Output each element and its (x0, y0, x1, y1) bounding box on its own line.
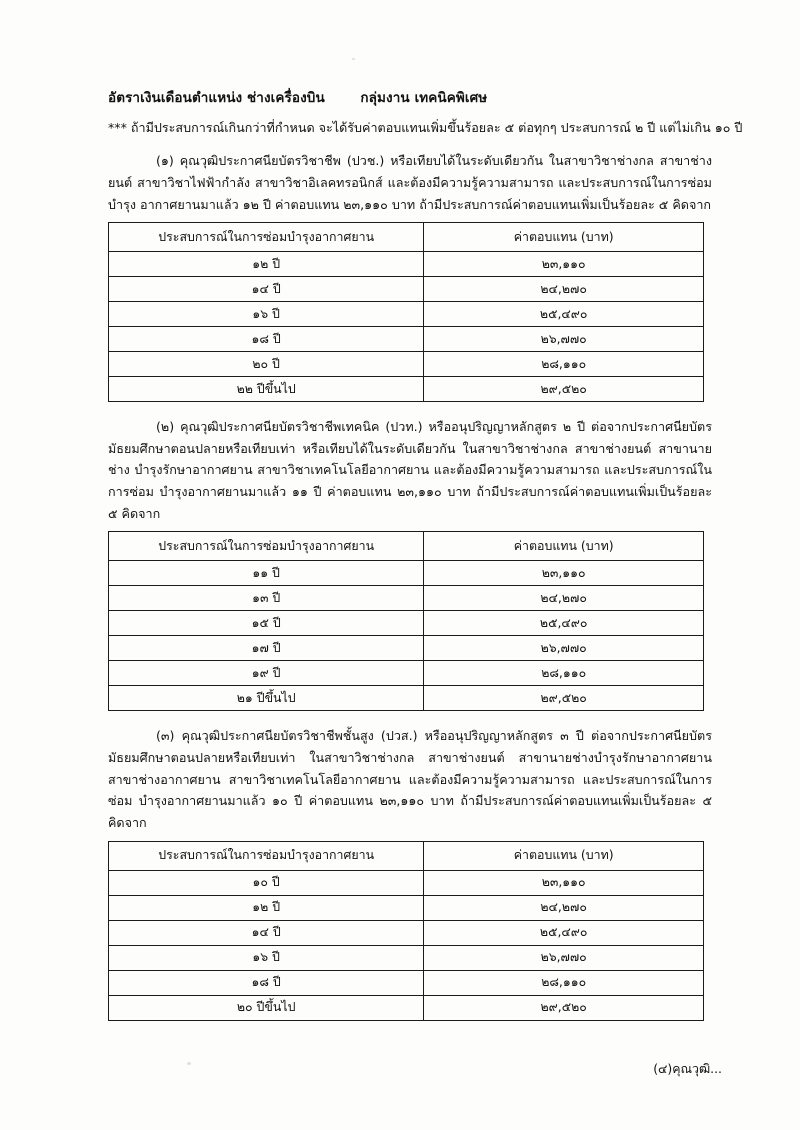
section-2-line-3: บำรุงรักษาอากาศยาน สาขาวิชาเทคโนโลยีอากาศยาน และต้องมีความรู้ความสามารถ และประสบการณ์ในการซ่อม (108, 462, 712, 500)
scan-artifact (352, 58, 355, 60)
table-header-row (109, 532, 704, 561)
column-header-experience: ประสบการณ์ในการซ่อมบำรุงอากาศยาน (109, 223, 424, 252)
cell-experience: ๒๒ ปีขึ้นไป (109, 377, 424, 402)
rate-table-1 (108, 222, 704, 402)
column-header-experience: ประสบการณ์ในการซ่อมบำรุงอากาศยาน (109, 841, 424, 870)
table-row (109, 377, 704, 402)
cell-compensation: ๒๔,๒๗๐ (424, 895, 704, 920)
cell-experience: ๑๖ ปี (109, 945, 424, 970)
page-title (108, 90, 712, 106)
section-1-line-1: (๑) คุณวุฒิประกาศนียบัตรวิชาชีพ (ปวช.) หรือเทียบได้ในระดับเดียวกัน ในสาขาวิชาช่างกล สาขาช่างยนต์ (108, 153, 712, 190)
table-row (109, 586, 704, 611)
table-row (109, 561, 704, 586)
cell-compensation: ๒๓,๑๑๐ (424, 252, 704, 277)
column-header-experience: ประสบการณ์ในการซ่อมบำรุงอากาศยาน (109, 532, 424, 561)
table-row (109, 970, 704, 995)
table-row (109, 920, 704, 945)
column-header-compensation: ค่าตอบแทน (บาท) (424, 841, 704, 870)
cell-experience: ๒๑ ปีขึ้นไป (109, 686, 424, 711)
document-body (108, 90, 743, 1035)
cell-experience: ๒๐ ปี (109, 352, 424, 377)
table-row (109, 327, 704, 352)
table-row (109, 870, 704, 895)
experience-note: *** ถ้ามีประสบการณ์เกินกว่าที่กำหนด จะได้รับค่าตอบแทนเพิ่มขึ้นร้อยละ ๕ ต่อทุกๆ ประสบการณ์ ๒ ปี แต่ไม่เกิน ๑๐ ปี (108, 120, 743, 136)
cell-compensation: ๒๕,๔๙๐ (424, 611, 704, 636)
cell-experience: ๑๕ ปี (109, 611, 424, 636)
section-2-line-2: มัธยมศึกษาตอนปลายหรือเทียบเท่า หรือเทียบได้ในระดับเดียวกัน ในสาขาวิชาช่างกล สาขาช่างยนต์ สาขานายช่าง (108, 440, 712, 478)
cell-compensation: ๒๕,๔๙๐ (424, 920, 704, 945)
cell-experience: ๑๔ ปี (109, 920, 424, 945)
section-2-line-4: บำรุงอากาศยานมาแล้ว ๑๑ ปี ค่าตอบแทน ๒๓,๑๑๐ บาท ถ้ามีประสบการณ์ค่าตอบแทนเพิ่มเป็นร้อยละ ๕ คิดจาก (108, 484, 712, 521)
cell-compensation: ๒๓,๑๑๐ (424, 870, 704, 895)
cell-compensation: ๒๓,๑๑๐ (424, 561, 704, 586)
section-2-line-1: (๒) คุณวุฒิประกาศนียบัตรวิชาชีพเทคนิค (ปวท.) หรืออนุปริญญาหลักสูตร ๒ ปี ต่อจากประกาศนียบัตร (156, 419, 712, 435)
section-3 (108, 725, 712, 1020)
cell-compensation: ๒๖,๗๗๐ (424, 636, 704, 661)
table-row (109, 945, 704, 970)
cell-experience: ๑๒ ปี (109, 895, 424, 920)
rate-table-3 (108, 841, 704, 1021)
cell-compensation: ๒๘,๑๑๐ (424, 970, 704, 995)
section-3-line-3: สาขาช่างอากาศยาน สาขาวิชาเทคโนโลยีอากาศยาน และต้องมีความรู้ความสามารถ และประสบการณ์ในการซ่อม (108, 771, 712, 809)
rate-table-2 (108, 531, 704, 711)
table-row (109, 661, 704, 686)
table-row (109, 352, 704, 377)
cell-experience: ๑๘ ปี (109, 970, 424, 995)
column-header-compensation: ค่าตอบแทน (บาท) (424, 532, 704, 561)
cell-experience: ๑๓ ปี (109, 586, 424, 611)
section-3-line-2: มัธยมศึกษาตอนปลายหรือเทียบเท่า ในสาขาวิชาช่างกล สาขาช่างยนต์ สาขานายช่างบำรุงรักษาอากาศยาน (108, 750, 712, 766)
table-row (109, 277, 704, 302)
cell-experience: ๑๙ ปี (109, 661, 424, 686)
column-header-compensation: ค่าตอบแทน (บาท) (424, 223, 704, 252)
section-2-paragraph (108, 416, 712, 524)
cell-experience: ๑๗ ปี (109, 636, 424, 661)
group-label: กลุ่มงาน (360, 90, 410, 106)
section-1-line-2: สาขาวิชาไฟฟ้ากำลัง สาขาวิชาอิเลคทรอนิกส์ และต้องมีความรู้ความสามารถ และประสบการณ์ในการซ่อมบำรุง (108, 174, 712, 212)
cell-compensation: ๒๔,๒๗๐ (424, 277, 704, 302)
table-row (109, 611, 704, 636)
cell-experience: ๑๘ ปี (109, 327, 424, 352)
section-1-line-3: อากาศยานมาแล้ว ๑๒ ปี ค่าตอบแทน ๒๓,๑๑๐ บาท ถ้ามีประสบการณ์ค่าตอบแทนเพิ่มเป็นร้อยละ ๕ คิดจาก (140, 196, 712, 212)
cell-compensation: ๒๙,๕๒๐ (424, 995, 704, 1020)
section-1 (108, 150, 712, 402)
table-row (109, 252, 704, 277)
table-row (109, 995, 704, 1020)
title-prefix: อัตราเงินเดือนตำแหน่ง (108, 90, 243, 106)
cell-compensation: ๒๕,๔๙๐ (424, 302, 704, 327)
cell-compensation: ๒๘,๑๑๐ (424, 352, 704, 377)
cell-experience: ๑๑ ปี (109, 561, 424, 586)
table-row (109, 302, 704, 327)
cell-experience: ๑๒ ปี (109, 252, 424, 277)
section-1-paragraph (108, 150, 712, 215)
cell-compensation: ๒๘,๑๑๐ (424, 661, 704, 686)
section-3-line-1: (๓) คุณวุฒิประกาศนียบัตรวิชาชีพชั้นสูง (ปวส.) หรืออนุปริญญาหลักสูตร ๓ ปี ต่อจากประกาศนียบัตร (156, 728, 712, 744)
section-3-paragraph (108, 725, 712, 833)
table-header-row (109, 223, 704, 252)
cell-experience: ๑๐ ปี (109, 870, 424, 895)
position-name: ช่างเครื่องบิน (247, 90, 325, 106)
section-2 (108, 416, 712, 711)
page-footer-note: (๔)คุณวุฒิ... (653, 1061, 722, 1076)
table-row (109, 636, 704, 661)
cell-compensation: ๒๖,๗๗๐ (424, 945, 704, 970)
cell-experience: ๑๖ ปี (109, 302, 424, 327)
scan-artifact (187, 1062, 191, 1065)
cell-experience: ๒๐ ปีขึ้นไป (109, 995, 424, 1020)
table-row (109, 686, 704, 711)
cell-experience: ๑๔ ปี (109, 277, 424, 302)
cell-compensation: ๒๖,๗๗๐ (424, 327, 704, 352)
group-value: เทคนิคพิเศษ (414, 90, 488, 106)
table-header-row (109, 841, 704, 870)
cell-compensation: ๒๔,๒๗๐ (424, 586, 704, 611)
table-row (109, 895, 704, 920)
cell-compensation: ๒๙,๕๒๐ (424, 686, 704, 711)
cell-compensation: ๒๙,๕๒๐ (424, 377, 704, 402)
section-3-line-4: บำรุงอากาศยานมาแล้ว ๑๐ ปี ค่าตอบแทน ๒๓,๑๑๐ บาท ถ้ามีประสบการณ์ค่าตอบแทนเพิ่มเป็นร้อยละ ๕ คิดจาก (108, 793, 712, 831)
